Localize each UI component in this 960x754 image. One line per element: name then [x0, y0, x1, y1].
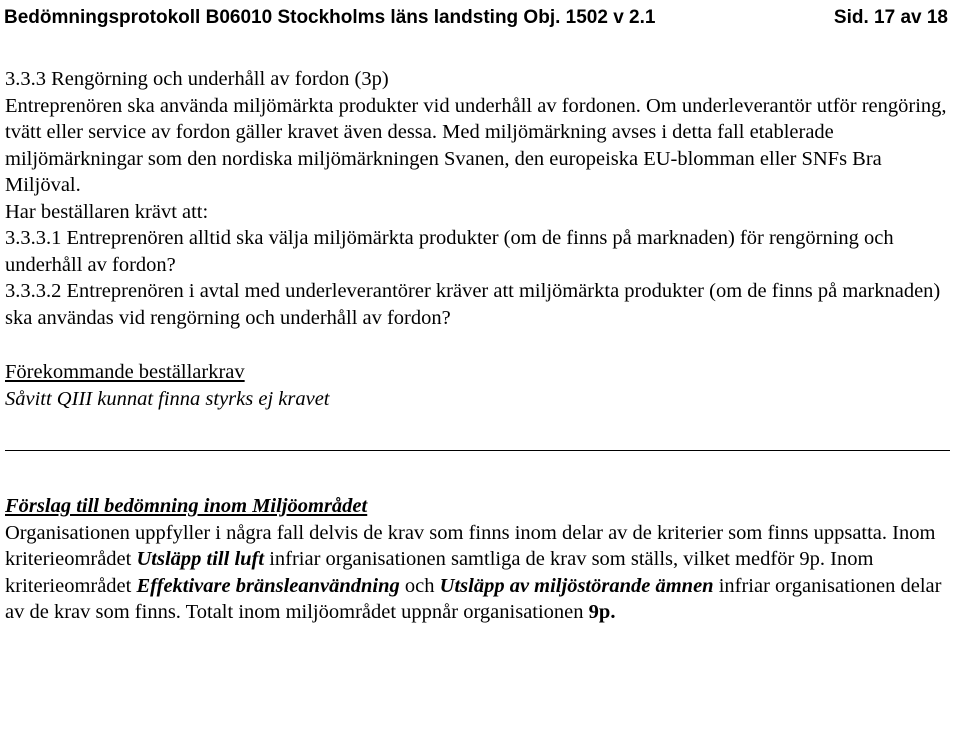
criteria-area-air: Utsläpp till luft	[136, 548, 265, 570]
assessment-text-3: och	[399, 574, 440, 597]
assessment-text-2: infriar organisationen samtliga de krav som ställs, vilket medför 9p. Inom kriterieområdet	[5, 548, 874, 597]
requirements-note: Såvitt QIII kunnat finna styrks ej kravet	[5, 387, 330, 410]
total-score: 9p.	[588, 601, 616, 623]
document-body	[5, 66, 950, 626]
section-body: Entreprenören ska använda miljömärkta produkter vid underhåll av fordonen. Om underleverantör utför rengöring, tvätt eller service av fordon gäller kravet även dessa. Med miljömärkning avses i detta fall etablerade miljömärkningar som den nordiska miljömärkningen Svanen, den europeiska EU-blomman eller SNFs Bra Miljöval.	[5, 94, 947, 196]
assessment-text-4: infriar organisationen delar av de krav som finns. Totalt inom miljöområdet uppnår organisationen	[5, 574, 942, 623]
question-1: 3.3.3.1 Entreprenören alltid ska välja miljömärkta produkter (om de finns på marknaden) för rengörning och underhåll av fordon?	[5, 227, 894, 276]
question-intro: Har beställaren krävt att:	[5, 200, 209, 223]
criteria-area-substances: Utsläpp av miljöstörande ämnen	[439, 574, 714, 597]
question-2: 3.3.3.2 Entreprenören i avtal med underleverantörer kräver att miljömärkta produkter (om de finns på marknaden) ska användas vid rengörning och underhåll av fordon?	[5, 280, 941, 329]
document-title: Bedömningsprotokoll B06010 Stockholms läns landsting Obj. 1502 v 2.1	[4, 7, 656, 28]
assessment-text-1: Organisationen uppfyller i några fall delvis de krav som finns inom delar av de kriterier som finns uppsatta. Inom kriterieområdet	[5, 521, 936, 570]
separator-line	[5, 436, 950, 451]
page-number: Sid. 17 av 18	[833, 7, 948, 28]
section-heading: 3.3.3 Rengörning och underhåll av fordon (3p)	[5, 68, 389, 90]
page-header	[4, 4, 948, 32]
criteria-area-fuel: Effektivare bränsleanvändning	[136, 574, 400, 597]
assessment-text	[5, 520, 950, 626]
requirements-label: Förekommande beställarkrav	[5, 361, 245, 383]
assessment-heading: Förslag till bedömning inom Miljöområdet	[5, 495, 368, 517]
